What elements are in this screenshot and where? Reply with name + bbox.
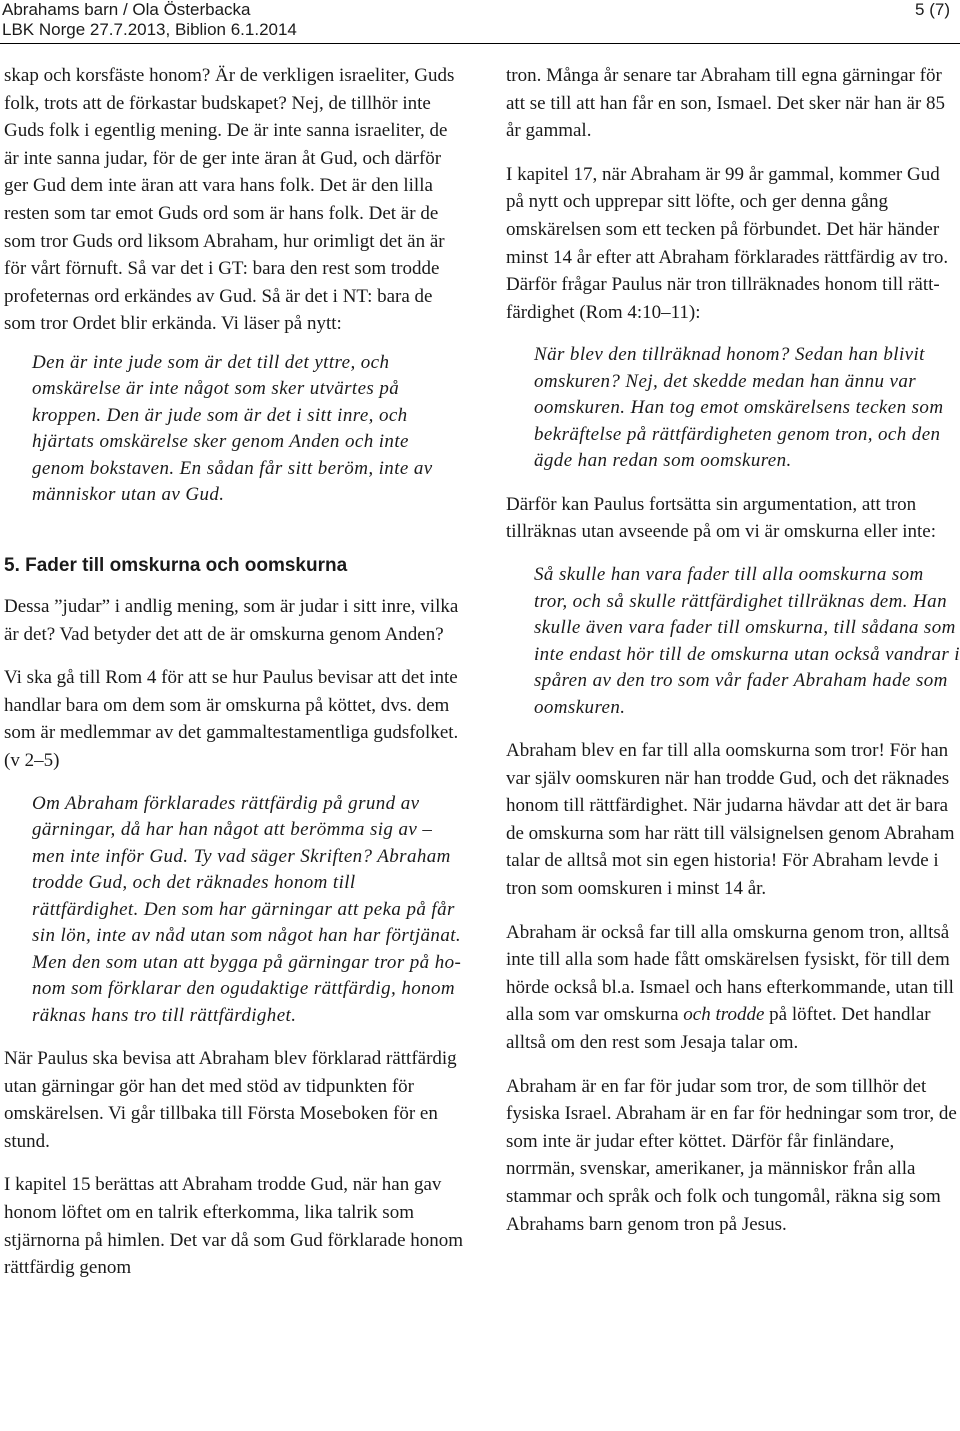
right-paragraph-5 xyxy=(506,919,960,1057)
right-paragraph-6: Abraham är en far för judar som tror, de som tillhör det fysiska Israel. Abraham är en far för hedningar som tror, de som inte är judar efter köttet. Därför får finländare, norrmän, svenskar, amerikaner, ja människor från alla stammar och språk och folk och tungomål, räkna sig som Abrahams barn genom tron på Jesus. xyxy=(506,1075,957,1235)
page-number: 5 (7) xyxy=(915,0,950,19)
right-column xyxy=(506,62,960,1254)
right-paragraph-5-text-b: på löftet. Det handlar alltså om den rest som Jesaja talar om. xyxy=(506,1004,931,1053)
right-paragraph-1: tron. Många år senare tar Abraham till egna gärningar för att se till att han får en son, Ismael. Det sker när han är 85 år gammal. xyxy=(506,65,945,142)
left-paragraph-3: Vi ska gå till Rom 4 för att se hur Paulus bevisar att det inte handlar bara om dem som är omskurna på köttet, dvs. dem som är medlemmar av det gammaltestamentliga gudsfolket. (v 2–5) xyxy=(4,667,459,771)
header-divider xyxy=(0,43,960,44)
section-heading: 5. Fader till omskurna och oomskurna xyxy=(4,554,348,576)
left-scripture-quote-1: Den är inte jude som är det till det yttre, och omskärelse är inte något som sker utvärtes på kroppen. Den är jude som är det i sitt inre, och hjärtats omskärelse sker genom Anden och inte genom bokstaven. En sådan får sitt beröm, inte av människor utan av Gud. xyxy=(32,351,433,506)
right-scripture-quote-1: När blev den tillräknad honom? Sedan han blivit omskuren? Nej, det skedde medan han ännu var oomskuren. Han tog emot omskärelsens tecken som bekräftelse på rättfärdigheten genom tron, och den ägde han redan som oomskuren. xyxy=(534,344,944,472)
left-column xyxy=(4,62,466,1298)
page-header xyxy=(2,0,958,44)
right-paragraph-3: Därför kan Paulus fortsätta sin argumentation, att tron tillräknas utan avseende på om vi är omskurna eller inte: xyxy=(506,493,936,543)
left-paragraph-2: Dessa ”judar” i andlig mening, som är judar i sitt inre, vilka är det? Vad betyder det att de är omskurna genom Anden? xyxy=(4,595,459,645)
header-source-date: LBK Norge 27.7.2013, Biblion 6.1.2014 xyxy=(2,20,297,39)
right-paragraph-5-emphasis: och trodde xyxy=(683,1004,765,1026)
left-paragraph-5: I kapitel 15 berättas att Abraham trodde Gud, när han gav honom löftet om en talrik efterkomma, lika talrik som stjärnorna på himlen. Det var då som Gud förklarade honom rättfärdig genom xyxy=(4,1174,464,1279)
right-paragraph-2: I kapitel 17, när Abraham är 99 år gammal, kommer Gud på nytt och upprepar sitt löfte, och ger denna gång omskärelsen som ett tecken på förbundet. Det här händer minst 14 år efter att Abraham förklarades rättfärdig av tro. Därför frågar Paulus när tron tillräknades honom till rättfärdighet (Rom 4:10–11): xyxy=(506,163,949,323)
left-paragraph-1: skap och korsfäste honom? Är de verkligen israeliter, Guds folk, trots att de förkastar budskapet? Nej, de tillhör inte Guds folk i egentlig mening. De är inte sanna israeliter, de är inte sanna judar, för de ger inte äran åt Gud, och därför ger Gud dem inte äran att vara hans folk. Det är den lilla resten som tar emot Guds ord som är hans folk. Det är de som tror Guds ord liksom Abraham, hur orimligt det än är för vårt förnuft. Så var det i GT: bara den rest som trodde profeternas ord erkändes av Gud. Så är det i NT: bara de som tror Ordet blir erkända. Vi läser på nytt: xyxy=(4,65,455,335)
left-paragraph-4: När Paulus ska bevisa att Abraham blev förklarad rättfärdig utan gärningar gör han det med stöd av tidpunkten för omskärelsen. Vi går tillbaka till Första Moseboken för en stund. xyxy=(4,1048,457,1152)
header-author-title: Abrahams barn / Ola Österbacka xyxy=(2,0,251,19)
right-paragraph-4: Abraham blev en far till alla oomskurna som tror! För han var själv oomskuren när han trodde Gud, och det räknades honom till rättfärdighet. När judarna hävdar att det är bara de omskurna som har rätt till välsignelsen genom Abraham talar de alltså mot sin egen historia! För Abraham levde i tron som oomskuren i minst 14 år. xyxy=(506,740,955,899)
left-scripture-quote-2: Om Abraham förklarades rättfärdig på grund av gärningar, då har han något att berömma sig av – men inte inför Gud. Ty vad säger Skriften? Abraham trodde Gud, och det räknades honom till rättfärdighet. Den som har gärningar att peka på får sin lön, inte av nåd utan som något han har förtjänat. Men den som utan att bygga på gärningar tror på honom som förklarar den ogudaktige rättfärdig, honom räknas hans tro till rättfärdighet. xyxy=(32,792,462,1026)
right-paragraph-5-text-a: Abraham är också far till alla omskurna genom tron, alltså inte till alla som hade fått omskärelsen fysiskt, för till dem hörde också bl.a. Ismael och hans efterkommande, utan till alla som var omskurna xyxy=(506,921,954,1026)
right-scripture-quote-2: Så skulle han vara fader till alla oomskurna som tror, och så skulle rättfärdighet tillräknas dem. Han skulle även vara fader till omskurna, till sådana som inte endast hör till de omskurna utan också vandrar i spåren av den tro som vår fader Abraham hade som oomskuren. xyxy=(534,564,960,718)
